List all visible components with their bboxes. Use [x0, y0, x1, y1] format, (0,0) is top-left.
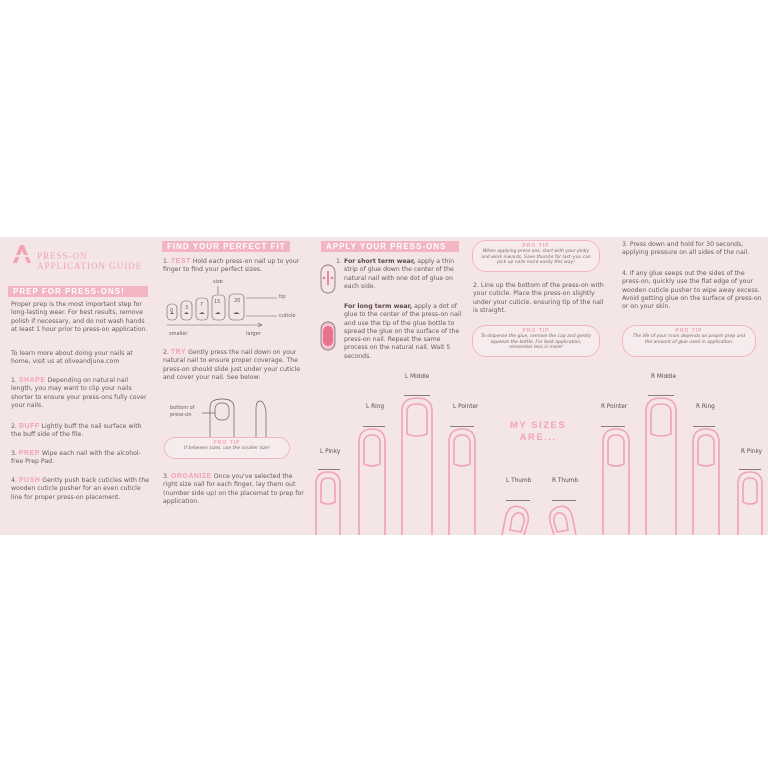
- diagram-tip-label: tip: [279, 294, 286, 300]
- finger-label-r-pinky: R Pinky: [741, 449, 763, 455]
- nail-l-middle: [407, 404, 427, 436]
- finger-label-l-middle: L Middle: [405, 374, 430, 380]
- finger-l-ring: [359, 429, 385, 535]
- diagram-size-0: 0: [170, 308, 174, 314]
- finger-label-r-pointer: R Pointer: [601, 404, 628, 410]
- diagram-size-20: 20: [234, 298, 241, 304]
- guide-title-line2: APPLICATION GUIDE: [37, 261, 143, 271]
- nail-r-pinky: [743, 478, 757, 504]
- fit-pro-tip: [164, 437, 290, 459]
- finger-label-l-thumb: L Thumb: [506, 478, 532, 484]
- finger-r-pointer: [603, 429, 629, 535]
- apply-pro-tip-3-body: The life of your mani depends on proper prep and the amount of glue used in application.: [632, 334, 746, 345]
- finger-label-l-ring: L Ring: [366, 404, 385, 410]
- diagram-size-7: 7: [200, 302, 204, 308]
- apply-long-term: For long term wear, apply a dot of glue to the center of the press-on nail and use the tip of the glue bottle to spread the glue on the surface of the press-on nail. Repeat the same process on the natural nail. Wait 5 seconds.: [344, 303, 462, 360]
- apply-pro-tip-1-head: PRO TIP: [522, 243, 550, 249]
- diagram-larger-label: larger: [246, 331, 261, 337]
- apply-step-2: 2. Line up the bottom of the press-on with your cuticle. Place the press-on slightly under your cuticle, ensuring tip of the nail is straight.: [473, 282, 604, 314]
- nail-r-thumb: [554, 513, 568, 532]
- bottom-press-on-label: bottom of press-on: [170, 405, 195, 418]
- apply-step-1-num: 1.: [336, 258, 342, 265]
- finger-label-r-middle: R Middle: [651, 374, 677, 380]
- apply-step-3: 3. Press down and hold for 30 seconds, applying pressure on all sides of the nail.: [622, 241, 750, 257]
- nail-l-pointer: [454, 435, 470, 466]
- finger-r-ring: [693, 429, 719, 535]
- application-guide-card: [0, 237, 768, 535]
- nail-l-ring: [364, 435, 380, 466]
- fit-header: FIND YOUR PERFECT FIT: [162, 241, 290, 252]
- diagram-size-3: 3: [185, 305, 189, 311]
- apply-pro-tip-1-body: When applying press-ons, start with your pinky and work inwards. Save thumbs for last–you can pick up nails more easily this way!: [481, 249, 591, 266]
- diagram-smaller-label: smaller: [169, 331, 188, 337]
- diagram-cuticle-label: cuticle: [279, 313, 296, 319]
- apply-short-term: For short term wear, apply a thin strip of glue down the center of the natural nail with one dot of glue on each side.: [344, 258, 455, 290]
- finger-fit-icon: [200, 397, 280, 437]
- guide-title: [37, 251, 142, 271]
- nail-l-pinky: [321, 478, 335, 504]
- prep-step-prep: 3. PREP Wipe each nail with the alcohol-free Prep Pad.: [11, 450, 141, 466]
- nail-l-thumb: [510, 513, 524, 532]
- my-sizes-title-line1: MY SIZES: [510, 420, 567, 431]
- diagram-size-label: size: [213, 279, 223, 285]
- fit-step-organize: 3. ORGANIZE Once you've selected the right size nail for each finger, lay them out (number side up) on the placemat to prep for application.: [163, 473, 304, 505]
- apply-step-4: 4. If any glue seeps out the sides of the press-on, quickly use the flat edge of your wooden cuticle pusher to wipe away excess. Avoid getting glue on the surface of press-on or on your skin.: [622, 270, 762, 311]
- guide-title-line1: PRESS-ON: [37, 251, 88, 261]
- prep-step-buff: 2. BUFF Lightly buff the nail surface with the buff side of the file.: [11, 423, 142, 439]
- diagram-size-15: 15: [214, 299, 221, 305]
- learn-more-text: To learn more about doing your nails at home, visit us at oliveandjune.com: [11, 350, 133, 366]
- apply-pro-tip-2: [472, 325, 600, 357]
- finger-label-r-thumb: R Thumb: [552, 478, 579, 484]
- fit-step-test: 1. TEST Hold each press-on nail up to your finger to find your perfect sizes.: [163, 258, 300, 274]
- apply-pro-tip-2-head: PRO TIP: [522, 328, 550, 334]
- glue-dot-nail-icon: [319, 320, 337, 352]
- fit-step-try: 2. TRY Gently press the nail down on your natural nail to ensure proper coverage. The press-on should slide just under your cuticle and cover your nail. See below:: [163, 349, 301, 381]
- finger-label-l-pointer: L Pointer: [453, 404, 479, 410]
- my-sizes-title-line2: ARE...: [519, 432, 557, 443]
- nail-r-pointer: [608, 435, 624, 466]
- apply-pro-tip-3: [622, 325, 756, 357]
- apply-pro-tip-3-head: PRO TIP: [675, 328, 703, 334]
- apply-pro-tip-2-body: To dispense the glue, remove the cap and gently squeeze the bottle. For best application, remember less is more!: [480, 334, 592, 351]
- nail-r-middle: [651, 404, 671, 436]
- nail-r-ring: [698, 435, 714, 466]
- prep-step-push: 4. PUSH Gently push back cuticles with the wooden cuticle pusher for an even cuticle line for proper press-on placement.: [11, 477, 150, 501]
- fit-pro-tip-head: PRO TIP: [213, 440, 241, 446]
- glue-strip-nail-icon: [319, 263, 337, 295]
- prep-intro: Proper prep is the most important step for long-lasting wear. For best results, remove polish if necessary, and do not wash hands at least 1 hour prior to press-on application.: [11, 301, 148, 333]
- fingers-illustration: [310, 372, 768, 535]
- fit-pro-tip-body: If between sizes, use the smaller size!: [184, 446, 270, 451]
- prep-header: PREP FOR PRESS-ONS!: [8, 286, 148, 297]
- apply-header: APPLY YOUR PRESS-ONS: [321, 241, 459, 252]
- olive-june-logo-icon: [11, 243, 33, 265]
- finger-l-pointer: [449, 429, 475, 535]
- prep-step-shape: 1. SHAPE Depending on natural nail length, you may want to clip your nails shorter to ensure your press-ons fully cover your nails.: [11, 377, 147, 409]
- apply-pro-tip-1: [472, 240, 600, 272]
- finger-label-l-pinky: L Pinky: [320, 449, 341, 455]
- finger-label-r-ring: R Ring: [696, 404, 715, 410]
